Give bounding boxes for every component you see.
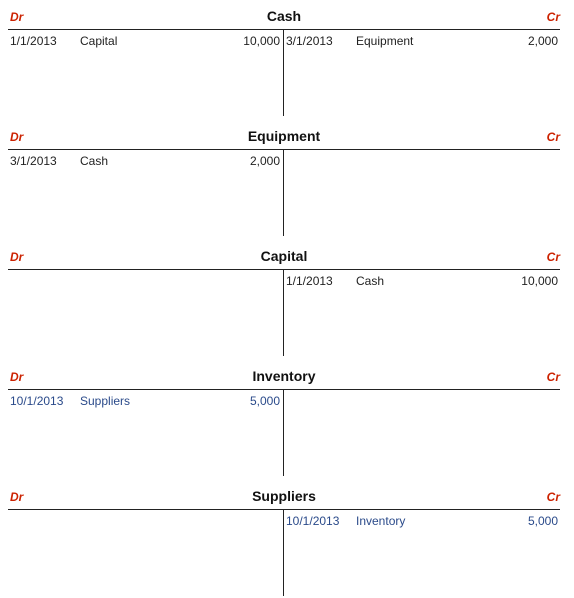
debit-label: Dr [10,370,24,384]
account-title: Cash [266,8,302,24]
credit-entry [286,514,558,532]
t-vertical-line [283,390,284,476]
credit-entry [286,34,558,52]
credit-label: Cr [546,490,560,504]
entry-amount: 5,000 [249,394,280,408]
credit-entry [286,154,558,172]
account-title: Equipment [247,128,321,144]
entry-date: 10/1/2013 [286,514,340,528]
credit-entry [286,394,558,412]
credit-label: Cr [546,370,560,384]
entry-amount: 2,000 [527,34,558,48]
t-account-inventory [0,368,574,478]
account-header [0,248,574,268]
entry-date: 1/1/2013 [10,34,57,48]
debit-entry [10,274,280,292]
entry-date: 3/1/2013 [286,34,333,48]
debit-entry [10,394,280,412]
debit-label: Dr [10,250,24,264]
entry-amount: 10,000 [243,34,280,48]
t-horizontal-line [8,389,560,390]
t-vertical-line [283,150,284,236]
t-vertical-line [283,270,284,356]
entry-amount: 2,000 [249,154,280,168]
debit-entry [10,154,280,172]
t-horizontal-line [8,149,560,150]
credit-label: Cr [546,10,560,24]
t-account-suppliers [0,488,574,598]
t-account-equipment [0,128,574,238]
account-header [0,368,574,388]
entry-description: Equipment [356,34,414,48]
account-title: Capital [260,248,308,264]
debit-label: Dr [10,10,24,24]
entry-amount: 5,000 [527,514,558,528]
t-account-cash [0,8,574,118]
t-vertical-line [283,510,284,596]
t-horizontal-line [8,509,560,510]
t-horizontal-line [8,269,560,270]
entry-description: Cash [80,154,109,168]
account-header [0,128,574,148]
t-account-capital [0,248,574,358]
t-vertical-line [283,30,284,116]
entry-description: Capital [80,34,118,48]
entry-description: Inventory [356,514,406,528]
account-header [0,8,574,28]
debit-label: Dr [10,490,24,504]
entry-date: 10/1/2013 [10,394,64,408]
debit-entry [10,34,280,52]
account-title: Inventory [252,368,316,384]
entry-date: 1/1/2013 [286,274,333,288]
entry-date: 3/1/2013 [10,154,57,168]
credit-label: Cr [546,250,560,264]
account-title: Suppliers [252,488,316,504]
credit-label: Cr [546,130,560,144]
debit-entry [10,514,280,532]
entry-description: Cash [356,274,385,288]
t-horizontal-line [8,29,560,30]
credit-entry [286,274,558,292]
account-header [0,488,574,508]
debit-label: Dr [10,130,24,144]
entry-description: Suppliers [80,394,131,408]
entry-amount: 10,000 [521,274,558,288]
